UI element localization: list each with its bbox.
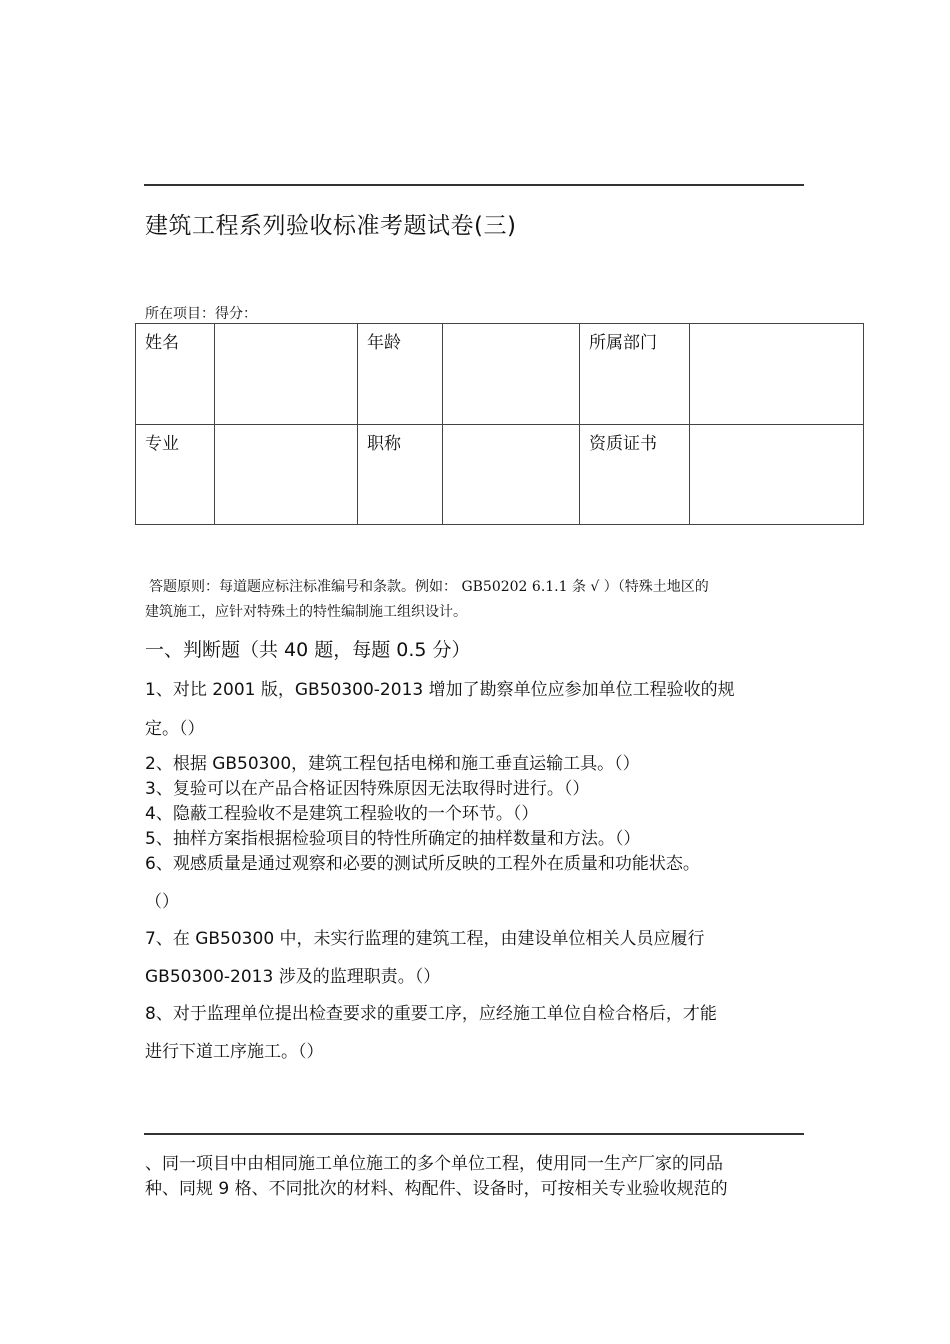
question-6-continued: （） (145, 892, 179, 912)
info-table (135, 323, 864, 525)
page-break-rule (144, 1133, 804, 1135)
question-1: 1、对比 2001 版，GB50300-2013 增加了勘察单位应参加单位工程验收的规 (145, 680, 735, 700)
department-field[interactable] (690, 324, 864, 425)
certificate-label: 资质证书 (580, 424, 690, 525)
question-8-continued: 进行下道工序施工。（） (145, 1042, 324, 1062)
question-4: 4、隐蔽工程验收不是建筑工程验收的一个环节。（） (145, 804, 539, 824)
question-6: 6、观感质量是通过观察和必要的测试所反映的工程外在质量和功能状态。 (145, 854, 700, 874)
answer-rules (145, 575, 810, 625)
certificate-field[interactable] (690, 424, 864, 525)
name-field[interactable] (215, 324, 358, 425)
question-7: 7、在 GB50300 中，未实行监理的建筑工程，由建设单位相关人员应履行 (145, 929, 705, 949)
page-title: 建筑工程系列验收标准考题试卷(三) (145, 213, 517, 239)
job-title-label: 职称 (358, 424, 443, 525)
question-5: 5、抽样方案指根据检验项目的特性所确定的抽样数量和方法。（） (145, 829, 641, 849)
age-label: 年龄 (358, 324, 443, 425)
job-title-field[interactable] (443, 424, 580, 525)
department-label: 所属部门 (580, 324, 690, 425)
major-label: 专业 (136, 424, 215, 525)
next-page-line: 、同一项目中由相同施工单位施工的多个单位工程，使用同一生产厂家的同品 (145, 1154, 723, 1174)
next-page-line: 种、同规 9 格、不同批次的材料、构配件、设备时，可按相关专业验收规范的 (145, 1179, 728, 1199)
name-label: 姓名 (136, 324, 215, 425)
project-score-line: 所在项目：得分： (145, 306, 257, 322)
question-7-continued: GB50300-2013 涉及的监理职责。（） (145, 967, 441, 987)
question-3: 3、复验可以在产品合格证因特殊原因无法取得时进行。（） (145, 779, 590, 799)
age-field[interactable] (443, 324, 580, 425)
answer-rules-line: 建筑施工，应针对特殊土的特性编制施工组织设计。 (145, 604, 467, 620)
top-rule (144, 184, 804, 186)
major-field[interactable] (215, 424, 358, 525)
question-1-continued: 定。（） (145, 719, 205, 739)
info-row (136, 324, 864, 425)
section-heading: 一、判断题（共 40 题，每题 0.5 分） (145, 639, 471, 661)
info-row (136, 424, 864, 525)
question-8: 8、对于监理单位提出检查要求的重要工序，应经施工单位自检合格后，才能 (145, 1004, 717, 1024)
answer-rules-line: 答题原则：每道题应标注标准编号和条款。例如： GB50202 6.1.1 条 √ ）（特殊土地区的 (149, 579, 709, 595)
question-2: 2、根据 GB50300，建筑工程包括电梯和施工垂直运输工具。（） (145, 754, 640, 774)
